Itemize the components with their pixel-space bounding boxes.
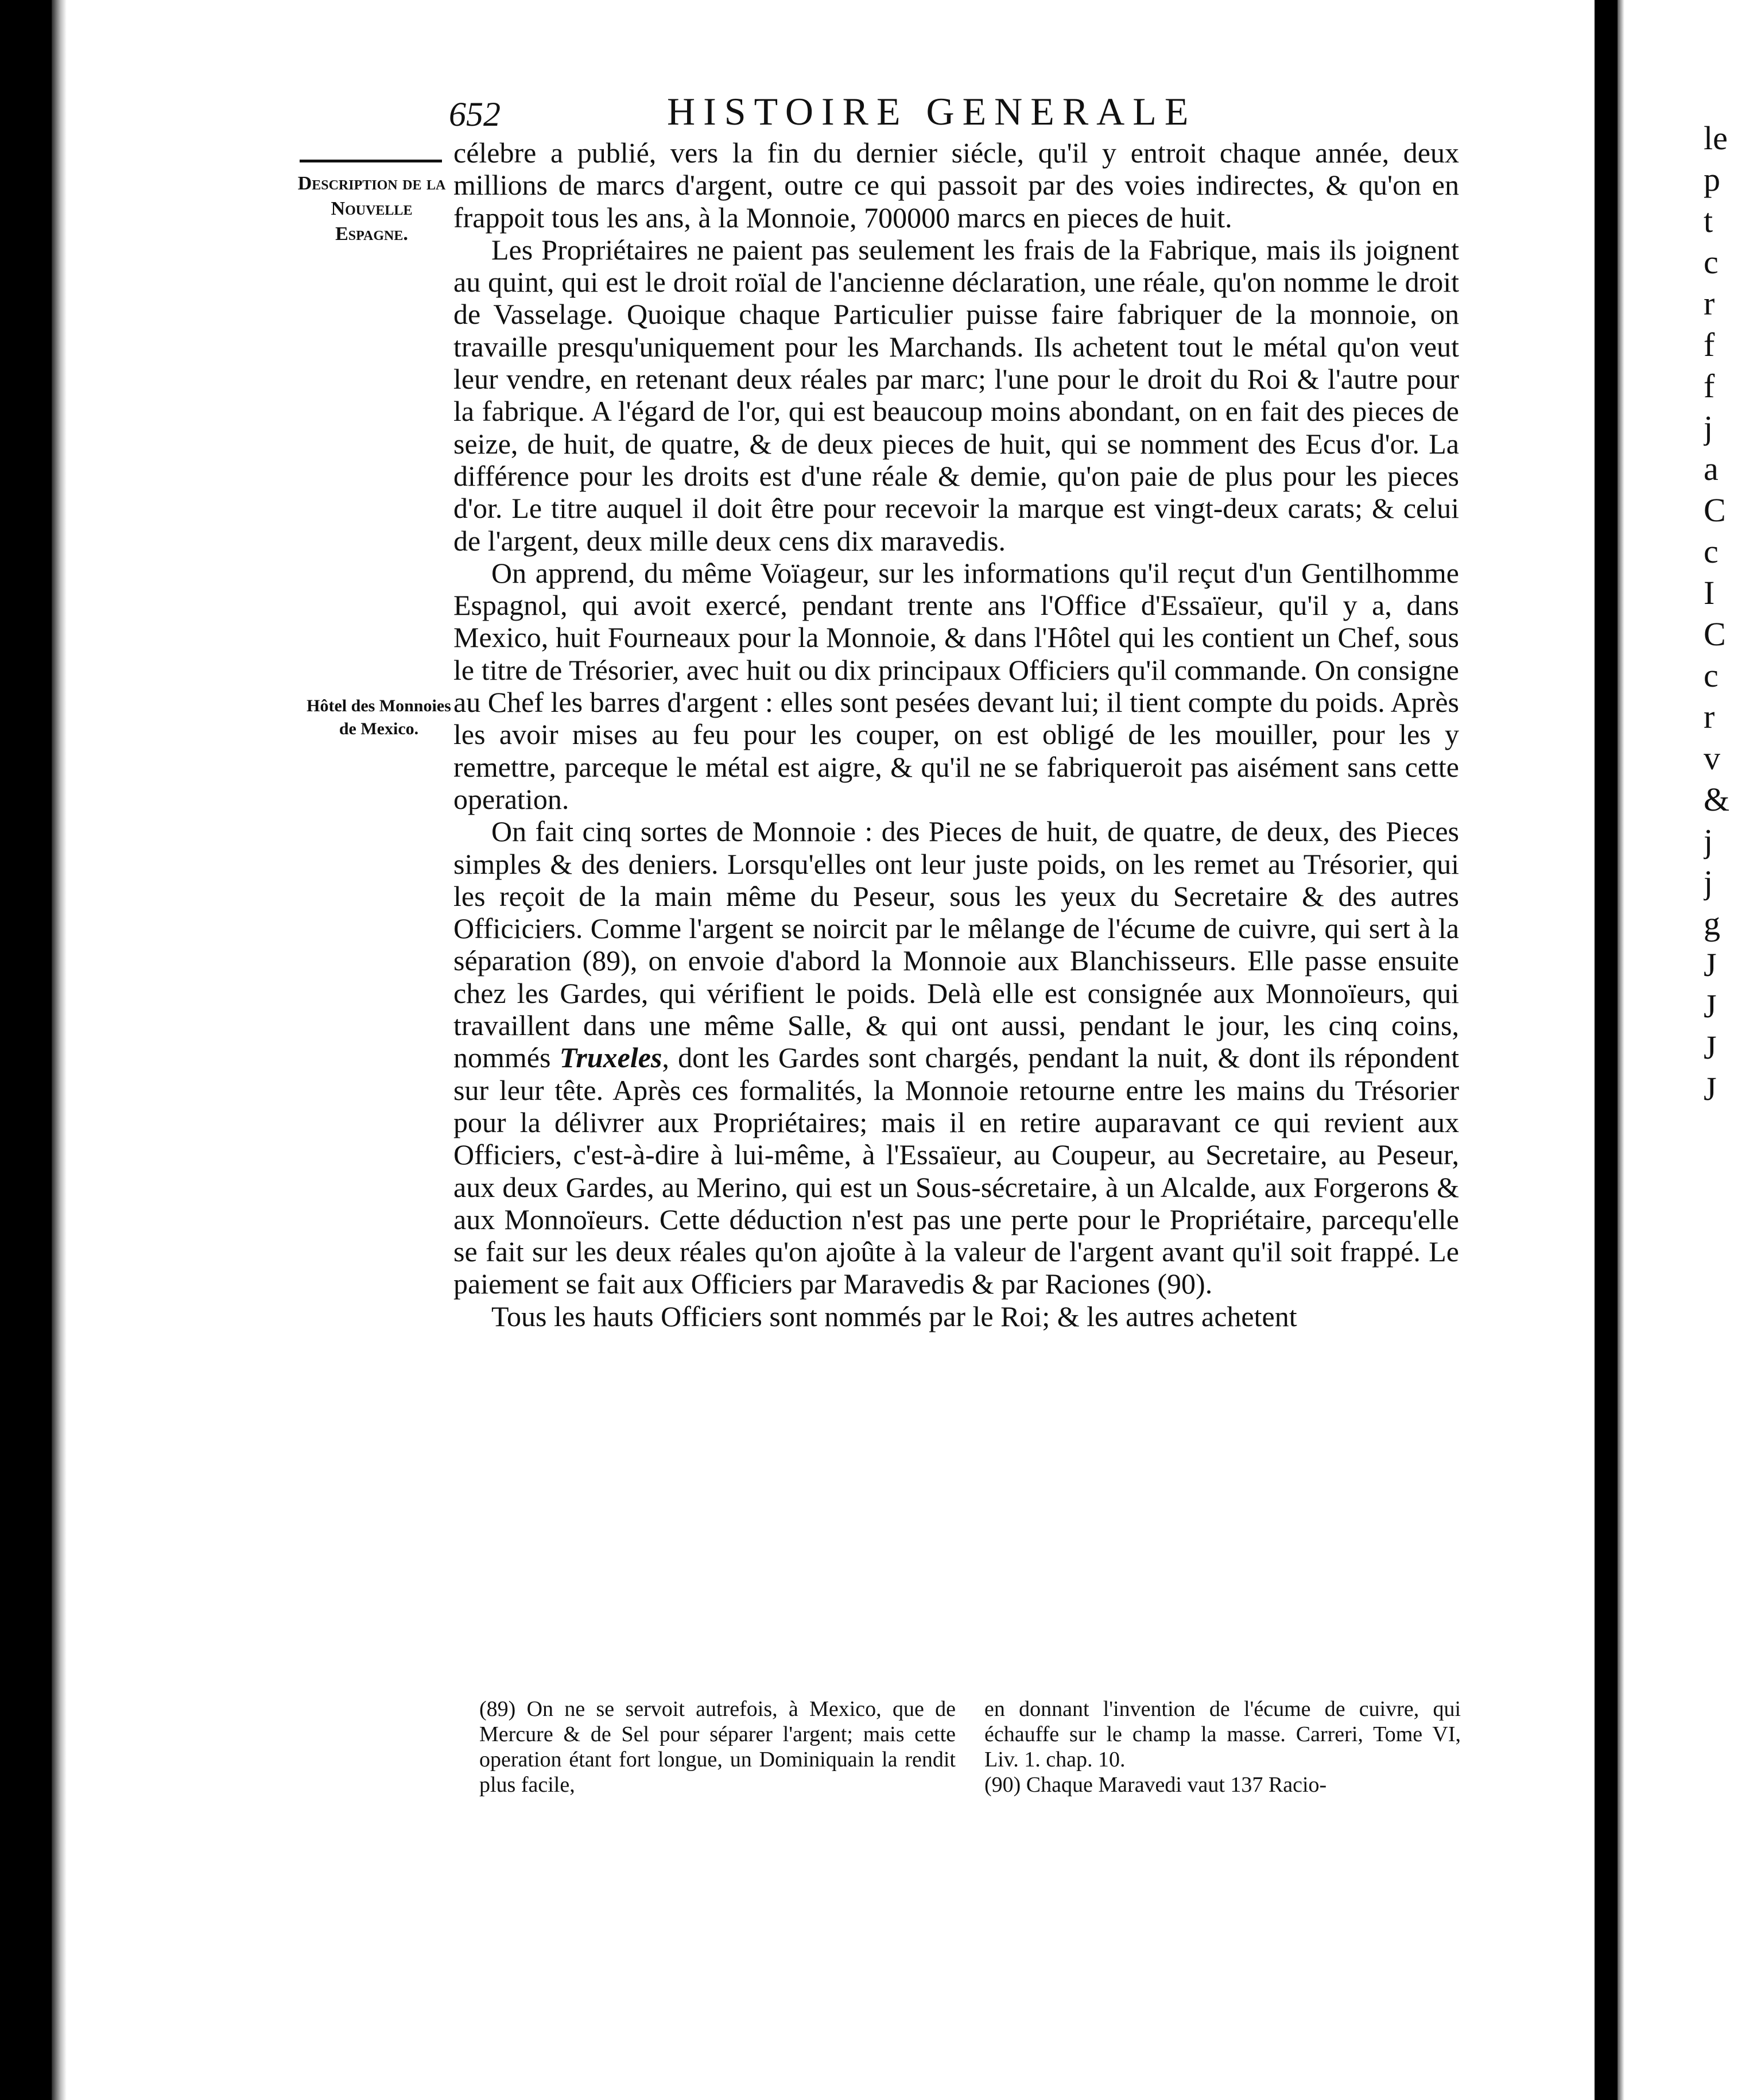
page-gutter-shadow — [52, 0, 67, 2100]
facing-fragment: j — [1704, 863, 1713, 901]
facing-fragment: a — [1704, 450, 1719, 487]
facing-fragment: le — [1704, 119, 1728, 157]
footnote-90: (90) Chaque Maravedi vaut 137 Racio- — [984, 1773, 1327, 1797]
facing-fragment: C — [1704, 491, 1726, 529]
facing-page-edge — [1618, 0, 1624, 2100]
margin-note-description: Description de la Nouvelle Espagne. — [297, 173, 446, 245]
page-header — [449, 89, 1459, 141]
facing-fragment: c — [1704, 657, 1719, 694]
facing-fragment: J — [1704, 1029, 1717, 1066]
facing-fragment: J — [1704, 946, 1717, 983]
facing-fragment: C — [1704, 615, 1726, 653]
facing-fragment: g — [1704, 905, 1720, 942]
footnote-column-left — [479, 1696, 956, 1797]
facing-fragment: j — [1704, 409, 1713, 446]
facing-fragment: t — [1704, 202, 1713, 239]
main-text — [453, 137, 1459, 1332]
margin-note-hotel: Hôtel des Monnoies de Mexico. — [307, 696, 451, 738]
paragraph — [453, 815, 1459, 1300]
facing-fragment: j — [1704, 822, 1713, 859]
paragraph: célebre a publié, vers la fin du dernier siécle, qu'il y entroit chaque année, deux millions de marcs d'argent, outre ce qui passoit par des voies indirectes, & qu'on en frappoit tous les ans, à la Monnoie, 700000 marcs en pieces de huit. — [453, 137, 1459, 234]
facing-fragment: c — [1704, 533, 1719, 570]
facing-fragment: f — [1704, 367, 1715, 405]
facing-fragment: f — [1704, 326, 1715, 363]
facing-fragment: c — [1704, 243, 1719, 281]
facing-fragment: r — [1704, 698, 1715, 735]
footnote-89: (89) On ne se servoit autrefois, à Mexico, que de Mercure & de Sel pour séparer l'argent; mais cette operation étant fort longue, un Dominiquain la rendit plus facile, — [479, 1697, 956, 1797]
facing-fragment: & — [1704, 781, 1730, 818]
facing-fragment: r — [1704, 285, 1715, 322]
paragraph: Les Propriétaires ne paient pas seulement les frais de la Fabrique, mais ils joignent au quint, qui est le droit roïal de l'ancienne déclaration, une réale, qu'on nomme le droit de Vasselage. Quoique chaque Particulier puisse faire fabriquer de la monnoie, on travaille presqu'uniquement pour les Marchands. Ils achetent tout le métal qu'on veut leur vendre, en retenant deux réales par marc; l'une pour le droit du Roi & l'autre pour la fabrique. A l'égard de l'or, qui est beaucoup moins abondant, on en fait des pieces de seize, de huit, de quatre, & de deux pieces de huit, qui se nomment des Ecus d'or. La différence pour les droits est d'une réale & demie, qu'on paie de plus pour les pieces d'or. Le titre auquel il doit être pour recevoir la marque est vingt-deux carats; & celui de l'argent, deux mille deux cens dix maravedis. — [453, 233, 1459, 557]
page-number: 652 — [449, 95, 501, 133]
facing-fragment: I — [1704, 574, 1715, 611]
running-head: HISTOIRE GENERALE — [667, 90, 1197, 133]
paragraph: Tous les hauts Officiers sont nommés par le Roi; & les autres achetent — [491, 1300, 1297, 1332]
facing-page-text-fragments — [1704, 118, 1761, 1110]
footnote-89-continued: en donnant l'invention de l'écume de cuivre, qui échauffe sur le champ la masse. Carreri, Tome VI, Liv. 1. chap. 10. — [984, 1697, 1461, 1772]
paragraph: On apprend, du même Voïageur, sur les informations qu'il reçut d'un Gentilhomme Espagnol, qui avoit exercé, pendant trente ans l'Office d'Essaïeur, qu'il y a, dans Mexico, huit Fourneaux pour la Monnoie, & dans l'Hôtel qui les contient un Chef, sous le titre de Trésorier, avec huit ou dix principaux Officiers qu'il commande. On consigne au Chef les barres d'argent : elles sont pesées devant lui; il tient compte du poids. Après les avoir mises au feu pour les couper, on est obligé de les mouiller, pour les y remettre, parceque le métal est aigre, & qu'il ne se fabriqueroit pas aisément sans cette operation. — [453, 556, 1459, 815]
footnote-column-right — [984, 1696, 1461, 1797]
facing-fragment: p — [1704, 161, 1720, 198]
facing-fragment: J — [1704, 1070, 1717, 1107]
italic-term: Truxeles — [559, 1041, 662, 1074]
paragraph-text: , dont les Gardes sont chargés, pendant la nuit, & dont ils répondent sur leur tête. Après ces formalités, la Monnoie retourne entre les mains du Trésorier pour la délivrer aux Propriétaires; mais il en retire auparavant ce qui revient aux Officiers, c'est-à-dire à lui-même, à l'Essaïeur, au Coupeur, au Secretaire, au Peseur, aux deux Gardes, au Merino, qui est un Sous-sécretaire, à un Alcalde, aux Forgerons & aux Monnoïeurs. Cette déduction n'est pas une perte pour le Propriétaire, parcequ'elle se fait sur les deux réales qu'on ajoûte à la valeur de l'argent avant qu'il soit frappé. Le paiement se fait aux Officiers par Maravedis & par Raciones (90). — [453, 1041, 1460, 1300]
paragraph-text: On fait cinq sortes de Monnoie : des Pieces de huit, de quatre, de deux, des Pieces simples & des deniers. Lorsqu'elles ont leur juste poids, on les remet au Trésorier, qui les reçoit de la main même du Peseur, sous les yeux du Secretaire & des autres Officiciers. Comme l'argent se noircit par le mêlange de l'écume de cuivre, qui sert à la séparation (89), on envoie d'abord la Monnoie aux Blanchisseurs. Elle passe ensuite chez les Gardes, qui vérifient le poids. Delà elle est consignée aux Monnoïeurs, qui travaillent dans une même Salle, & qui ont aussi, pendant le jour, les cinq coins, nommés — [453, 815, 1459, 1074]
facing-fragment: J — [1704, 987, 1717, 1025]
margin-rule — [300, 160, 442, 162]
facing-fragment: v — [1704, 739, 1720, 777]
